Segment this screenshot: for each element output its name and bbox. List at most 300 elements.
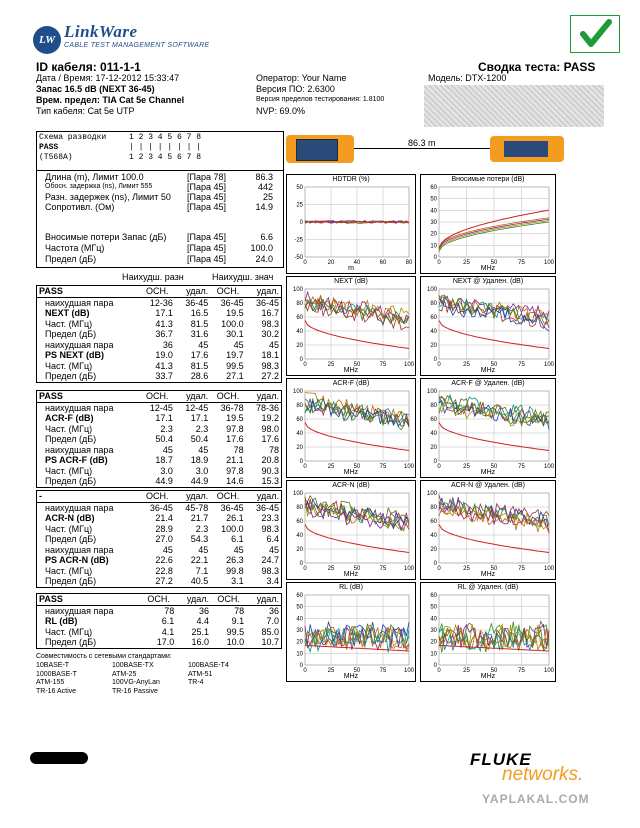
row-label: PS ACR-F (dB) (45, 455, 108, 465)
y-tick-label: 80 (296, 403, 303, 409)
row-value: 17.0 (156, 637, 175, 647)
summary-pair: [Пара 45] (187, 254, 226, 264)
row-value: 6.1 (161, 616, 175, 626)
row-label: Част. (МГц) (45, 626, 93, 637)
row-label: ACR-N (dB) (45, 513, 95, 523)
y-tick-label: 40 (430, 431, 437, 437)
chart-plot (421, 583, 555, 681)
chart-panel (286, 582, 416, 682)
chart-title: RL @ Удален. (dB) (457, 584, 519, 591)
watermark: YAPLAKAL.COM (482, 792, 590, 806)
row-value: 44.9 (190, 476, 209, 486)
row-label: Предел (дБ) (45, 637, 97, 647)
row-value: 17.1 (155, 308, 173, 318)
row-value: 36-45 (220, 502, 244, 513)
x-tick-label: 100 (543, 668, 555, 674)
summary-box (36, 170, 284, 268)
result-table (36, 390, 282, 488)
compat-item: 100BASE-TX (112, 662, 154, 669)
row-label: Предел (дБ) (45, 534, 97, 544)
y-tick-label: 40 (296, 329, 303, 335)
y-tick-label: 30 (430, 628, 437, 634)
summary-label: Разн. задержек (ns), Лимит 50 (45, 192, 171, 202)
x-tick-label: 0 (303, 362, 307, 368)
row-value: 27.2 (261, 371, 279, 381)
row-value: 16.0 (191, 637, 210, 647)
limits-version: Версия пределов тестирования: 1.8100 (256, 96, 385, 103)
chart-plot (287, 583, 415, 681)
summary-label: Сопротивл. (Ом) (45, 202, 115, 212)
table-row (37, 627, 281, 638)
x-tick-label: 25 (463, 260, 470, 266)
compat-item: ATM-51 (188, 670, 213, 678)
compat-list (36, 662, 229, 696)
y-tick-label: 80 (296, 301, 303, 307)
table-row (37, 319, 281, 330)
row-value: 45 (233, 544, 244, 555)
chart-xlabel: MHz (480, 265, 496, 272)
y-tick-label: 60 (296, 315, 303, 321)
y-tick-label: 0 (299, 220, 303, 226)
chart-panel (420, 276, 556, 376)
row-value: 97.8 (226, 423, 244, 434)
row-value: 22.8 (155, 565, 173, 576)
table-column-header: удал. (175, 391, 210, 402)
summary-value: 24.0 (255, 254, 273, 264)
row-label: Част. (МГц) (45, 360, 93, 371)
summary-pair: [Пара 45] (187, 243, 226, 253)
row-value: 10.7 (261, 637, 279, 647)
row-value: 9.1 (231, 616, 245, 626)
row-value: 2.3 (160, 423, 173, 434)
remote-unit-device (490, 136, 564, 162)
row-value: 12-45 (149, 402, 173, 413)
x-tick-label: 50 (490, 464, 498, 470)
row-value: 25.1 (191, 626, 210, 637)
chart-plot (287, 379, 415, 477)
row-value: 99.5 (226, 626, 245, 637)
table-row (37, 340, 281, 351)
row-label: RL (dB) (45, 616, 78, 626)
row-value: 50.4 (190, 434, 209, 444)
row-value: 18.7 (155, 455, 173, 465)
row-value: 3.1 (231, 576, 244, 586)
y-tick-label: 40 (296, 533, 303, 539)
result-table (36, 490, 282, 588)
chart-panel (420, 480, 556, 580)
result-table (36, 285, 282, 383)
table-column-header: ОСН. (210, 491, 245, 502)
row-value: 41.3 (155, 318, 173, 329)
summary-pair: [Пара 45] (187, 192, 226, 202)
worst-margin-header: Наихудш. разн (122, 272, 184, 282)
row-value: 45 (198, 339, 209, 350)
row-value: 98.3 (261, 523, 279, 534)
row-value: 2.3 (195, 423, 209, 434)
row-value: 45 (198, 444, 209, 455)
test-summary: Сводка теста: PASS (478, 60, 596, 74)
table-row (37, 466, 281, 477)
chart-title: ACR-F @ Удален. (dB) (451, 380, 525, 387)
headroom: Запас 16.5 dB (NEXT 36-45) (36, 84, 155, 94)
chart-xlabel: MHz (480, 469, 496, 476)
chart-plot (287, 175, 415, 273)
y-tick-label: 60 (430, 417, 437, 423)
chart-plot (421, 481, 555, 579)
wiremap-pins-bottom: 1 2 3 4 5 6 7 8 (129, 153, 202, 162)
result-table (36, 593, 282, 649)
table-column-header: ОСН. (141, 594, 176, 605)
redacted-serials (424, 85, 604, 127)
chart-plot (421, 379, 555, 477)
y-tick-label: 0 (433, 561, 437, 567)
cable-length: 86.3 m (408, 138, 436, 148)
x-tick-label: 0 (303, 566, 307, 572)
row-value: 19.5 (226, 308, 244, 318)
row-value: 14.6 (226, 476, 244, 486)
y-tick-label: 60 (296, 417, 303, 423)
y-tick-label: 20 (430, 445, 437, 451)
table-column-header: удал. (175, 286, 210, 297)
row-value: 21.7 (190, 513, 209, 523)
summary-pair: [Пара 45] (187, 182, 226, 192)
x-tick-label: 100 (543, 362, 555, 368)
y-tick-label: 50 (430, 196, 437, 203)
table-row (37, 534, 281, 545)
row-value: 78 (233, 444, 244, 455)
row-value: 17.1 (190, 413, 209, 423)
row-value: 78 (268, 444, 279, 455)
x-tick-label: 0 (437, 668, 441, 674)
y-tick-label: 100 (292, 491, 303, 497)
row-value: 17.6 (261, 434, 279, 444)
y-tick-label: 10 (296, 651, 303, 658)
x-tick-label: 50 (353, 362, 361, 368)
row-label: NEXT (dB) (45, 308, 90, 318)
table-row (37, 616, 281, 627)
y-tick-label: 10 (430, 243, 437, 250)
row-value: 45 (268, 339, 279, 350)
row-label: Предел (дБ) (45, 576, 97, 586)
table-row (37, 455, 281, 466)
table-row (37, 555, 281, 566)
x-tick-label: 75 (518, 668, 525, 674)
wiremap-title: Схема разводки (39, 133, 107, 142)
y-tick-label: 80 (430, 505, 437, 511)
x-tick-label: 25 (327, 464, 335, 470)
row-value: 36 (162, 339, 173, 350)
x-tick-label: 75 (518, 362, 525, 368)
x-tick-label: 0 (437, 464, 441, 470)
x-tick-label: 60 (379, 260, 387, 266)
x-tick-label: 75 (518, 260, 525, 266)
chart-title: Вносимые потери (dB) (451, 176, 525, 183)
y-tick-label: 50 (296, 604, 303, 611)
row-value: 12-36 (149, 297, 173, 308)
chart-xlabel: MHz (480, 673, 496, 680)
row-value: 36 (268, 605, 279, 616)
row-value: 4.1 (161, 626, 175, 637)
datetime: Дата / Время: 17-12-2012 15:33:47 (36, 73, 180, 83)
row-value: 100.0 (221, 318, 244, 329)
row-value: 19.7 (226, 350, 244, 360)
row-value: 36-45 (220, 297, 244, 308)
chart-title: ACR-N (dB) (332, 482, 370, 489)
summary-value: 14.9 (255, 202, 273, 212)
chart-title: RL (dB) (339, 584, 363, 591)
compat-item: 100VG-AnyLan (112, 679, 160, 686)
table-row (37, 329, 281, 340)
x-tick-label: 0 (303, 668, 307, 674)
row-label: наихудшая пара (45, 444, 114, 455)
row-value: 21.4 (155, 513, 173, 523)
row-value: 45 (162, 444, 173, 455)
row-value: 28.6 (190, 371, 209, 381)
chart-plot (421, 277, 555, 375)
x-tick-label: 75 (379, 362, 387, 368)
x-tick-label: 100 (403, 566, 415, 572)
y-tick-label: 40 (296, 431, 303, 437)
table-column-header: удал. (175, 491, 210, 502)
table-row (37, 513, 281, 524)
summary-value: 442 (257, 182, 273, 192)
chart-panel (286, 174, 416, 274)
chart-title: NEXT @ Удален. (dB) (452, 278, 524, 285)
row-value: 27.0 (155, 534, 173, 544)
row-label: Част. (МГц) (45, 465, 93, 476)
nvp: NVP: 69.0% (256, 106, 306, 116)
row-value: 22.1 (190, 555, 209, 565)
summary-label: Обосн. задержка (ns), Лимит 555 (45, 183, 153, 190)
chart-panel (420, 174, 556, 274)
row-value: 3.0 (195, 465, 209, 476)
table-column-header: удал. (246, 594, 281, 605)
table-column-header: удал. (246, 286, 281, 297)
row-value: 27.2 (155, 576, 173, 586)
table-column-header: ОСН. (140, 491, 175, 502)
y-tick-label: 0 (433, 663, 437, 669)
x-tick-label: 25 (463, 566, 470, 572)
row-value: 19.5 (226, 413, 244, 423)
x-tick-label: 50 (490, 566, 498, 572)
chart-xlabel: MHz (343, 469, 359, 476)
table-row (37, 402, 281, 413)
row-value: 26.1 (226, 513, 244, 523)
table-row (37, 605, 281, 616)
x-tick-label: 100 (403, 464, 415, 470)
compat-item: ATM-25 (112, 670, 137, 678)
y-tick-label: 20 (296, 547, 303, 553)
row-value: 45 (198, 544, 209, 555)
row-value: 45 (233, 339, 244, 350)
row-label: Част. (МГц) (45, 318, 93, 329)
row-value: 19.2 (261, 413, 279, 423)
operator: Оператор: Your Name (256, 73, 347, 83)
x-tick-label: 0 (437, 362, 441, 368)
chart-panel (420, 378, 556, 478)
y-tick-label: 80 (430, 301, 437, 307)
chart-xlabel: MHz (480, 571, 496, 578)
fluke-logo: FLUKE (470, 750, 532, 769)
y-tick-label: 60 (296, 593, 303, 599)
chart-panel (286, 480, 416, 580)
table-row (37, 576, 281, 587)
compat-item: ATM-155 (36, 679, 65, 686)
cable-id: ID кабеля: 011-1-1 (36, 60, 141, 74)
table-row (37, 371, 281, 382)
model: Модель: DTX-1200 (428, 73, 507, 83)
table-column-header: ОСН. (140, 286, 175, 297)
row-label: наихудшая пара (45, 297, 114, 308)
summary-pair: [Пара 45] (187, 232, 226, 242)
row-value: 98.0 (261, 423, 279, 434)
summary-value: 6.6 (260, 232, 273, 242)
row-label: наихудшая пара (45, 605, 114, 616)
summary-pair: [Пара 78] (187, 172, 226, 182)
linkware-logo: LW (33, 26, 61, 54)
row-value: 6.4 (266, 534, 279, 544)
test-limit: Врем. предел: TIA Cat 5e Channel (36, 95, 185, 105)
x-tick-label: 100 (543, 566, 555, 572)
table-status: PASS (37, 391, 140, 402)
compat-item: TR-16 Passive (112, 687, 158, 695)
chart-plot (421, 175, 555, 273)
table-row (37, 424, 281, 435)
x-tick-label: 25 (327, 668, 335, 674)
chart-xlabel: MHz (343, 673, 359, 680)
y-tick-label: 40 (430, 533, 437, 539)
chart-xlabel: m (348, 265, 354, 272)
cable-line (354, 148, 490, 149)
row-value: 17.1 (155, 413, 173, 423)
summary-value: 86.3 (255, 172, 273, 182)
summary-pair: [Пара 45] (187, 202, 226, 212)
y-tick-label: 80 (430, 403, 437, 409)
compat-item: TR-4 (188, 679, 204, 686)
row-value: 44.9 (155, 476, 173, 486)
row-value: 7.0 (266, 616, 279, 626)
row-value: 99.8 (226, 565, 244, 576)
row-value: 90.3 (261, 465, 279, 476)
row-value: 36-45 (255, 502, 279, 513)
x-tick-label: 100 (543, 464, 555, 470)
summary-value: 100.0 (250, 243, 273, 253)
row-label: Предел (дБ) (45, 434, 97, 444)
row-value: 19.0 (155, 350, 173, 360)
table-column-header: ОСН. (211, 594, 246, 605)
row-value: 18.1 (261, 350, 279, 360)
row-value: 23.3 (261, 513, 279, 523)
row-value: 78 (164, 605, 175, 616)
y-tick-label: 40 (430, 616, 437, 623)
y-tick-label: 20 (296, 639, 303, 646)
y-tick-label: -50 (294, 255, 303, 261)
y-tick-label: 20 (430, 231, 437, 238)
x-tick-label: 75 (379, 566, 387, 572)
table-row (37, 566, 281, 577)
row-value: 78-36 (255, 402, 279, 413)
table-column-header: ОСН. (210, 391, 245, 402)
x-tick-label: 0 (303, 260, 307, 266)
table-row (37, 637, 281, 648)
row-value: 99.5 (226, 360, 244, 371)
y-tick-label: 60 (430, 315, 437, 321)
x-tick-label: 50 (490, 260, 498, 266)
row-label: Част. (МГц) (45, 523, 93, 534)
wiremap-result: PASS (39, 143, 59, 152)
row-value: 45 (268, 544, 279, 555)
y-tick-label: 30 (296, 628, 303, 634)
x-tick-label: 25 (327, 362, 335, 368)
x-tick-label: 25 (463, 464, 470, 470)
row-value: 17.6 (226, 434, 244, 444)
table-row (37, 476, 281, 487)
y-tick-label: 100 (426, 389, 437, 395)
row-label: наихудшая пара (45, 502, 114, 513)
chart-xlabel: MHz (343, 571, 359, 578)
summary-label: Вносимые потери Запас (дБ) (45, 232, 167, 242)
row-value: 7.1 (195, 565, 209, 576)
row-value: 20.8 (261, 455, 279, 465)
table-row (37, 445, 281, 456)
table-column-header: удал. (246, 491, 281, 502)
row-value: 24.7 (261, 555, 279, 565)
row-label: PS ACR-N (dB) (45, 555, 109, 565)
table-row (37, 350, 281, 361)
wiremap-pins-top: 1 2 3 4 5 6 7 8 (129, 133, 202, 142)
wiremap-standard: (T568A) (39, 153, 73, 162)
row-label: Част. (МГц) (45, 565, 93, 576)
row-value: 16.7 (261, 308, 279, 318)
compat-item: TR-16 Active (36, 687, 77, 695)
table-status: PASS (37, 594, 141, 605)
chart-plot (287, 277, 415, 375)
chart-title: HDTDR (%) (332, 176, 370, 183)
row-value: 45-78 (185, 502, 209, 513)
table-row (37, 502, 281, 513)
row-label: Предел (дБ) (45, 476, 97, 486)
row-value: 97.8 (226, 465, 244, 476)
x-tick-label: 75 (379, 668, 387, 674)
row-value: 41.3 (155, 360, 173, 371)
row-label: Предел (дБ) (45, 371, 97, 381)
chart-title: ACR-N @ Удален. (dB) (451, 482, 525, 489)
y-tick-label: 0 (433, 255, 437, 261)
chart-panel (286, 378, 416, 478)
row-value: 4.4 (196, 616, 210, 626)
row-value: 30.1 (226, 329, 244, 339)
y-tick-label: 40 (430, 329, 437, 335)
x-tick-label: 50 (353, 464, 361, 470)
pass-check-icon (570, 15, 620, 53)
y-tick-label: 60 (430, 593, 437, 599)
row-label: Предел (дБ) (45, 329, 97, 339)
chart-panel (286, 276, 416, 376)
row-value: 26.3 (226, 555, 244, 565)
y-tick-label: 0 (433, 459, 437, 465)
chart-panel (420, 582, 556, 682)
table-row (37, 297, 281, 308)
y-tick-label: 10 (430, 651, 437, 658)
logo-title: LinkWare (64, 22, 138, 41)
table-column-header: ОСН. (210, 286, 245, 297)
row-value: 15.3 (261, 476, 279, 486)
y-tick-label: 80 (296, 505, 303, 511)
y-tick-label: 50 (296, 185, 303, 191)
row-value: 18.9 (190, 455, 209, 465)
y-tick-label: 40 (430, 208, 437, 215)
summary-label: Предел (дБ) (45, 254, 97, 264)
